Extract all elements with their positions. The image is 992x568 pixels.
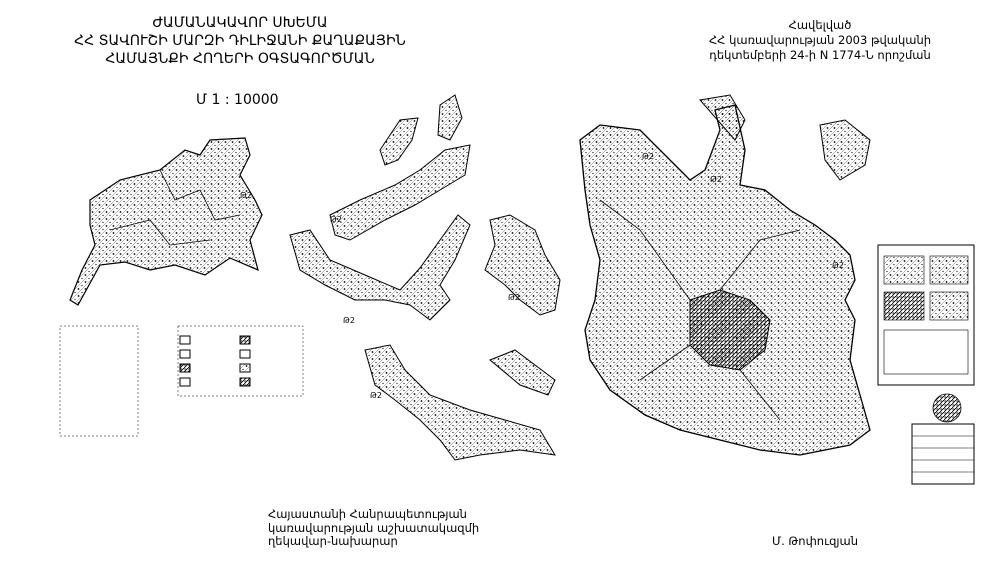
parcel-label: Թ2 bbox=[508, 293, 520, 302]
title-line-3: ՀԱՄԱՅՆՔԻ ՀՈՂԵՐԻ ՕԳՏԱԳՈՐԾՄԱՆ bbox=[105, 51, 375, 67]
title-line-1: ԺԱՄԱՆԱԿԱՎՈՐ ՍԽԵՄԱ bbox=[152, 15, 328, 31]
map-area-center bbox=[290, 95, 560, 460]
title-line-2: ՀՀ ՏԱՎՈՒՇԻ ՄԱՐԶԻ ԴԻԼԻՋԱՆԻ ՔԱՂԱՔԱՅԻՆ bbox=[74, 33, 406, 49]
approval-line-2: ՀՀ կառավարության 2003 թվականի bbox=[708, 33, 932, 47]
legend-left bbox=[60, 326, 303, 436]
signatory-line-1: Հայաստանի Հանրապետության bbox=[268, 507, 467, 521]
signatory-name: Մ. Թոփուզյան bbox=[772, 534, 858, 548]
parcel-label: Թ2 bbox=[370, 391, 382, 400]
signatory-line-2: կառավարության աշխատակազմի bbox=[268, 520, 480, 535]
parcel-label: Թ2 bbox=[343, 316, 355, 325]
approval-line-3: դեկտեմբերի 24-ի N 1774-Ն որոշման bbox=[709, 48, 931, 62]
signatory-title bbox=[268, 508, 479, 549]
map-scale: Մ 1 : 10000 bbox=[196, 92, 279, 108]
map-area-east bbox=[580, 95, 870, 455]
approval-line-1: Հավելված bbox=[788, 18, 852, 32]
map-area-west bbox=[70, 138, 262, 305]
signatory-line-3: ղեկավար-նախարար bbox=[268, 534, 398, 548]
parcel-label: Թ2 bbox=[240, 191, 252, 200]
legend-right bbox=[878, 245, 974, 484]
parcel-label: Թ2 bbox=[832, 261, 844, 270]
parcel-label: Թ2 bbox=[642, 152, 654, 161]
parcel-label: Թ2 bbox=[710, 175, 722, 184]
parcel-label: Թ2 bbox=[330, 215, 342, 224]
